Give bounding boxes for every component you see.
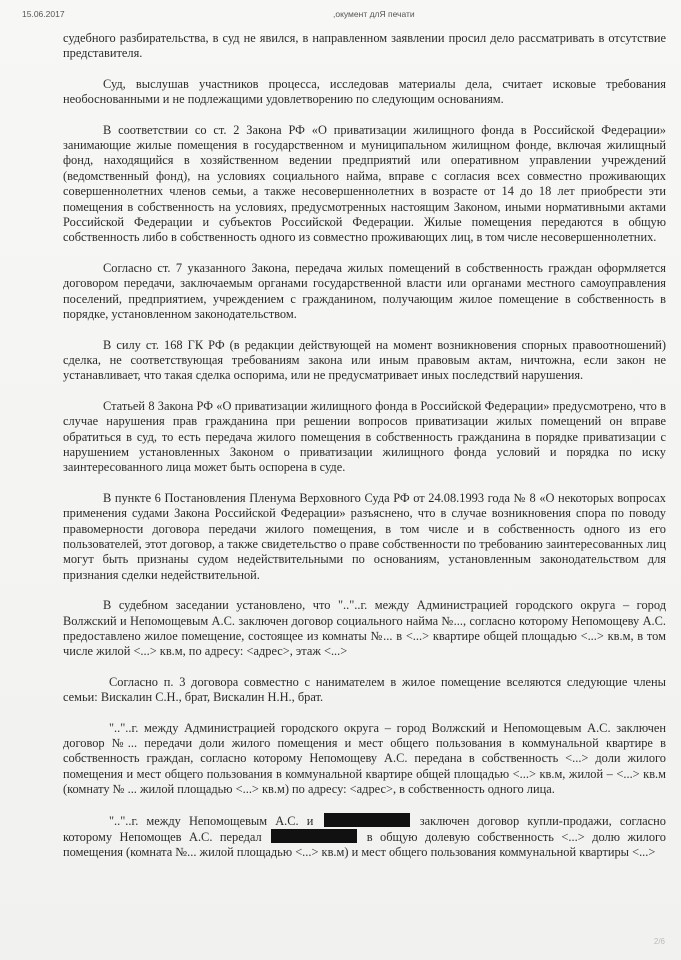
paragraph: ".."..г. между Администрацией городского округа – город Волжский и Непомощевым А.С. заключен договор №... передачи доли жилого помещения и мест общего пользования в коммунальной квартире в собственность граждан, согласно которому Непомощеву А.С. передана в собственность <...> доли жилого помещения и мест общего пользования в коммунальной квартире общей площадью <...> кв.м, жилой – <...> кв.м (комнату № ... жилой площадью <...> кв.м) по адресу: <адрес>, в собственность одного лица. bbox=[63, 720, 666, 797]
paragraph: Статьей 8 Закона РФ «О приватизации жилищного фонда в Российской Федерации» предусмотрено, что в случае нарушения прав гражданина при решении вопросов приватизации жилых помещений он вправе обратиться в суд, то есть передача жилого помещения в собственность гражданина в порядке приватизации с нарушением установленных Законом о приватизации жилищного фонда условий и порядка по иску заинтересованного лица может быть оспорена в суде. bbox=[63, 398, 666, 475]
page-number: 2/6 bbox=[653, 937, 665, 946]
paragraph: судебного разбирательства, в суд не явился, в направленном заявлении просил дело рассматривать в отсутствие представителя. bbox=[63, 31, 666, 61]
text-segment: заключен договор купли-продажи, согласно которому Непомощев А.С. передал bbox=[63, 813, 666, 845]
text-segment: в общую долевую собственность <...> долю жилого помещения (комната №... жилой площадью <...> кв.м) и мест общего пользования коммунальной квартиры <...> bbox=[63, 830, 666, 860]
redaction-mark bbox=[271, 829, 357, 843]
document-body bbox=[63, 31, 666, 876]
paragraph: Согласно п. 3 договора совместно с нанимателем в жилое помещение вселяются следующие члены семьи: Вискалин С.Н., брат, Вискалин Н.Н., брат. bbox=[63, 674, 666, 705]
paragraph: Согласно ст. 7 указанного Закона, передача жилых помещений в собственность граждан оформляется договором передачи, заключаемым органами государственной власти или органами местного самоуправления поселений, предприятием, учреждением с гражданином, получающим жилое помещение в собственность в порядке, установленном законодательством. bbox=[63, 260, 666, 322]
print-header bbox=[0, 9, 681, 23]
paragraph: В соответствии со ст. 2 Закона РФ «О приватизации жилищного фонда в Российской Федерации» занимающие жилые помещения в государственном и муниципальном жилищном фонде, включая жилищный фонд, находящийся в хозяйственном ведении предприятий или оперативном управлении учреждений (ведомственный фонд), на условиях социального найма, вправе с согласия всех совместно проживающих совершеннолетних членов семьи, а также несовершеннолетних в возрасте от 14 до 18 лет приобрести эти помещения в собственность на условиях, предусмотренных настоящим Законом, иными нормативными актами Российской Федерации и субъектов Российской Федерации. Жилые помещения передаются в общую собственность либо в собственность одного из совместно проживающих лиц, в том числе несовершеннолетних. bbox=[63, 122, 666, 245]
text-segment: ".."..г. между Непомощевым А.С. и bbox=[109, 813, 314, 828]
paragraph: В пункте 6 Постановления Пленума Верховного Суда РФ от 24.08.1993 года № 8 «О некоторых вопросах применения судами Закона Российской Федерации» разъяснено, что в случае возникновения спора по поводу правомерности договора передачи жилого помещения, в том числе и в собственность одного из его пользователей, этот договор, а также свидетельство о праве собственности по требованию заинтересованных лиц могут быть признаны судом недействительными по основаниям, установленным законодательством для признания сделки недействительной. bbox=[63, 490, 666, 582]
redaction-mark bbox=[324, 813, 410, 827]
paragraph: В судебном заседании установлено, что ".."..г. между Администрацией городского округа – город Волжский и Непомощевым А.С. заключен договор социального найма №..., согласно которому Непомощеву А.С. предоставлено жилое помещение, состоящее из комнаты №... в <...> квартире общей площадью <...> кв.м, в том числе жилой <...> кв.м, по адресу: <адрес>, этаж <...> bbox=[63, 598, 666, 659]
print-date: 15.06.2017 bbox=[22, 9, 65, 19]
paragraph-with-redaction bbox=[63, 813, 666, 861]
paragraph: В силу ст. 168 ГК РФ (в редакции действующей на момент возникновения спорных правоотношений) сделка, не соответствующая требованиям закона или иным правовым актам, ничтожна, если закон не устанавливает, что такая сделка оспорима, или не предусматривает иных последствий нарушения. bbox=[63, 337, 666, 383]
print-title: ,окумент длЯ печати bbox=[333, 9, 415, 19]
paragraph: Суд, выслушав участников процесса, исследовав материалы дела, считает исковые требования необоснованными и не подлежащими удовлетворению по следующим основаниям. bbox=[63, 76, 666, 107]
